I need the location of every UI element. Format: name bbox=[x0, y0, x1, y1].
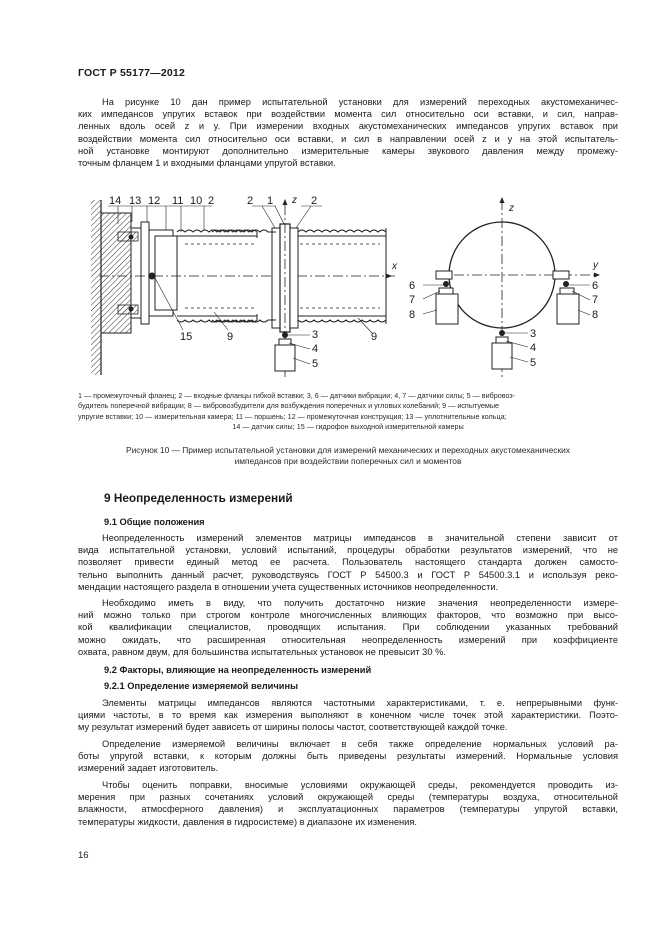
paragraph-line: Необходимо иметь в виду, что получить достаточно низкие значения неопределенности измере- bbox=[102, 598, 618, 608]
paragraph-line: позволяет привести единый метод ее расчета. Пользователь настоящего стандарта должен самосто- bbox=[78, 557, 618, 568]
label-7-right: 7 bbox=[592, 294, 599, 306]
caption-line: импедансов при воздействии поперечных сил и моментов bbox=[234, 456, 462, 466]
intro-line: ких импедансов упругих вставок при воздействии момента сил относительно оси вставки, и сил, направ- bbox=[78, 109, 618, 120]
label-9-mid: 9 bbox=[371, 331, 378, 343]
label-9-left: 9 bbox=[227, 331, 234, 343]
label-1: 1 bbox=[267, 195, 274, 207]
label-5-mid: 5 bbox=[312, 358, 319, 370]
intro-line: На рисунке 10 дан пример испытательной установки для измерений переходных акустомеханичес- bbox=[102, 97, 618, 107]
legend-line: будитель поперечной вибрации; 8 — вибровозбудители для возбуждения поперечных и угловых колебаний; 9 — испытуемые bbox=[78, 401, 499, 411]
legend-line: 1 — промежуточный фланец; 2 — входные фланцы гибкой вставки; 3, 6 — датчики вибрации; 4, 7 — датчики силы; 5 — вибровоз- bbox=[78, 391, 516, 400]
paragraph-line: вида испытательной установки, условий испытаний, процедуры обработки результатов измерений, что не bbox=[78, 545, 618, 556]
label-3-right: 3 bbox=[530, 328, 537, 340]
paragraph-line: тельно выполнить данный расчет, руководствуясь ГОСТ Р 54500.3 и ГОСТ Р 54500.3.1 и используя реко- bbox=[78, 569, 618, 580]
label-axis-y: y bbox=[593, 260, 598, 271]
vibration-exciter-icon bbox=[275, 345, 295, 371]
paragraph-line: му результат измерений будет зависеть от ширины полосы частот, соответствующей каждой точке. bbox=[78, 722, 508, 733]
paragraph-line: температуры жидкости, давления в гидросистеме) в диапазоне их изменения. bbox=[78, 816, 417, 827]
label-7-left: 7 bbox=[409, 294, 416, 306]
label-axis-x: x bbox=[392, 261, 397, 272]
intro-line: ленных вдоль осей z и y. При измерении входных акустомеханических импедансов упругих вставок при bbox=[78, 121, 618, 132]
label-3-mid: 3 bbox=[312, 329, 319, 341]
label-6-left: 6 bbox=[409, 280, 416, 292]
page-number: 16 bbox=[78, 850, 89, 861]
intro-line: точным фланцем 1 и входными фланцами упругой вставки. bbox=[78, 158, 336, 168]
force-sensor-icon bbox=[279, 339, 291, 345]
vibration-sensor-icon bbox=[282, 332, 288, 338]
left-view bbox=[91, 200, 395, 375]
label-axis-z-right: z bbox=[509, 203, 514, 214]
label-10: 10 bbox=[190, 195, 203, 207]
standard-header: ГОСТ Р 55177—2012 bbox=[78, 67, 186, 79]
paragraph-line: циями частоты, в то время как измерения выполняют в конечном числе точек этой характеристики. Поэто- bbox=[78, 710, 618, 721]
paragraph-line: мерения при разных сочетаниях условий окружающей среды (температуры воздуха, относительной bbox=[78, 792, 618, 803]
label-11: 11 bbox=[172, 195, 184, 207]
section-9-heading: 9 Неопределенность измерений bbox=[104, 491, 293, 505]
label-12: 12 bbox=[148, 195, 161, 207]
intro-line: ной установке монтируют дополнительно измерительные камеры звукового давления между промежу- bbox=[78, 145, 618, 156]
right-view bbox=[423, 197, 600, 378]
label-14: 14 bbox=[109, 195, 122, 207]
legend-line: упругие вставки; 10 — измерительная камера; 11 — поршень; 12 — промежуточная конструкция; 13 — уплотнительные кольца; bbox=[78, 411, 507, 421]
wall-hatch bbox=[91, 200, 101, 375]
paragraph-line: кой квалификации специалистов, проводящих испытания. При соблюдении указанных требований bbox=[78, 622, 618, 633]
label-5-right: 5 bbox=[530, 357, 537, 369]
force-sensor-block bbox=[101, 213, 131, 333]
intro-line: воздействии момента сил относительно оси вставки, и сил в направлении осей z и y на этой испытатель- bbox=[78, 133, 618, 144]
paragraph-line: Неопределенность измерений элементов матрицы импедансов в значительной степени зависит от bbox=[102, 533, 618, 543]
figure-caption bbox=[78, 445, 618, 467]
subsection-9-2-heading: 9.2 Факторы, влияющие на неопределенность измерений bbox=[104, 665, 372, 675]
legend-line: 14 — датчик силы; 15 — гидрофон выходной измерительной камеры bbox=[232, 422, 464, 432]
figure-10-drawing bbox=[78, 185, 618, 385]
label-15: 15 bbox=[180, 331, 193, 343]
label-6-right: 6 bbox=[592, 280, 599, 292]
label-8-right: 8 bbox=[592, 309, 599, 321]
paragraph-line: влажности, атмосферного давления) и эксплуатационных параметров (температуры упругой вставки, bbox=[78, 804, 618, 815]
subsection-9-2-1-heading: 9.2.1 Определение измеряемой величины bbox=[104, 681, 299, 691]
paragraph-line: Чтобы оценить поправки, вносимые условиями окружающей среды, рекомендуется проводить из- bbox=[102, 780, 618, 790]
figure-legend bbox=[78, 391, 618, 433]
subsection-9-1-heading: 9.1 Общие положения bbox=[104, 517, 205, 527]
label-8-left: 8 bbox=[409, 309, 416, 321]
paragraph-line: мендации настоящего раздела в отношении учета существенных источников неопределенности. bbox=[78, 581, 499, 592]
label-axis-z-mid: z bbox=[292, 195, 297, 206]
label-2-mid-right: 2 bbox=[311, 195, 318, 207]
caption-line: Рисунок 10 — Пример испытательной установки для измерений механических и переходных акустомеханических bbox=[126, 445, 570, 455]
paragraph-line: можно ожидать, что расширенная относительная неопределенность измерений при коэффициенте bbox=[78, 634, 618, 645]
paragraph-line: охвата, равном двум, для большинства испытательных установок не превысит 30 %. bbox=[78, 646, 446, 657]
label-13: 13 bbox=[129, 195, 142, 207]
paragraph-line: Определение измеряемой величины включает в себя также определение нормальных условий ра- bbox=[102, 739, 618, 749]
paragraph-line: Элементы матрицы импедансов являются частотными характеристиками, т. е. непрерывными функ- bbox=[102, 698, 618, 708]
paragraph-line: боты упругой вставки, к которым должны быть приведены результаты измерений. Нормальные условия bbox=[78, 751, 618, 762]
middle-view bbox=[212, 199, 392, 380]
label-4-right: 4 bbox=[530, 342, 537, 354]
paragraph-line: ний можно только при строгом контроле многочисленных влияющих факторов, что возможно при высо- bbox=[78, 610, 618, 621]
label-2-mid-left: 2 bbox=[247, 195, 254, 207]
paragraph-line: измерений задает изготовитель. bbox=[78, 763, 219, 774]
label-2: 2 bbox=[208, 195, 215, 207]
label-4-mid: 4 bbox=[312, 343, 319, 355]
